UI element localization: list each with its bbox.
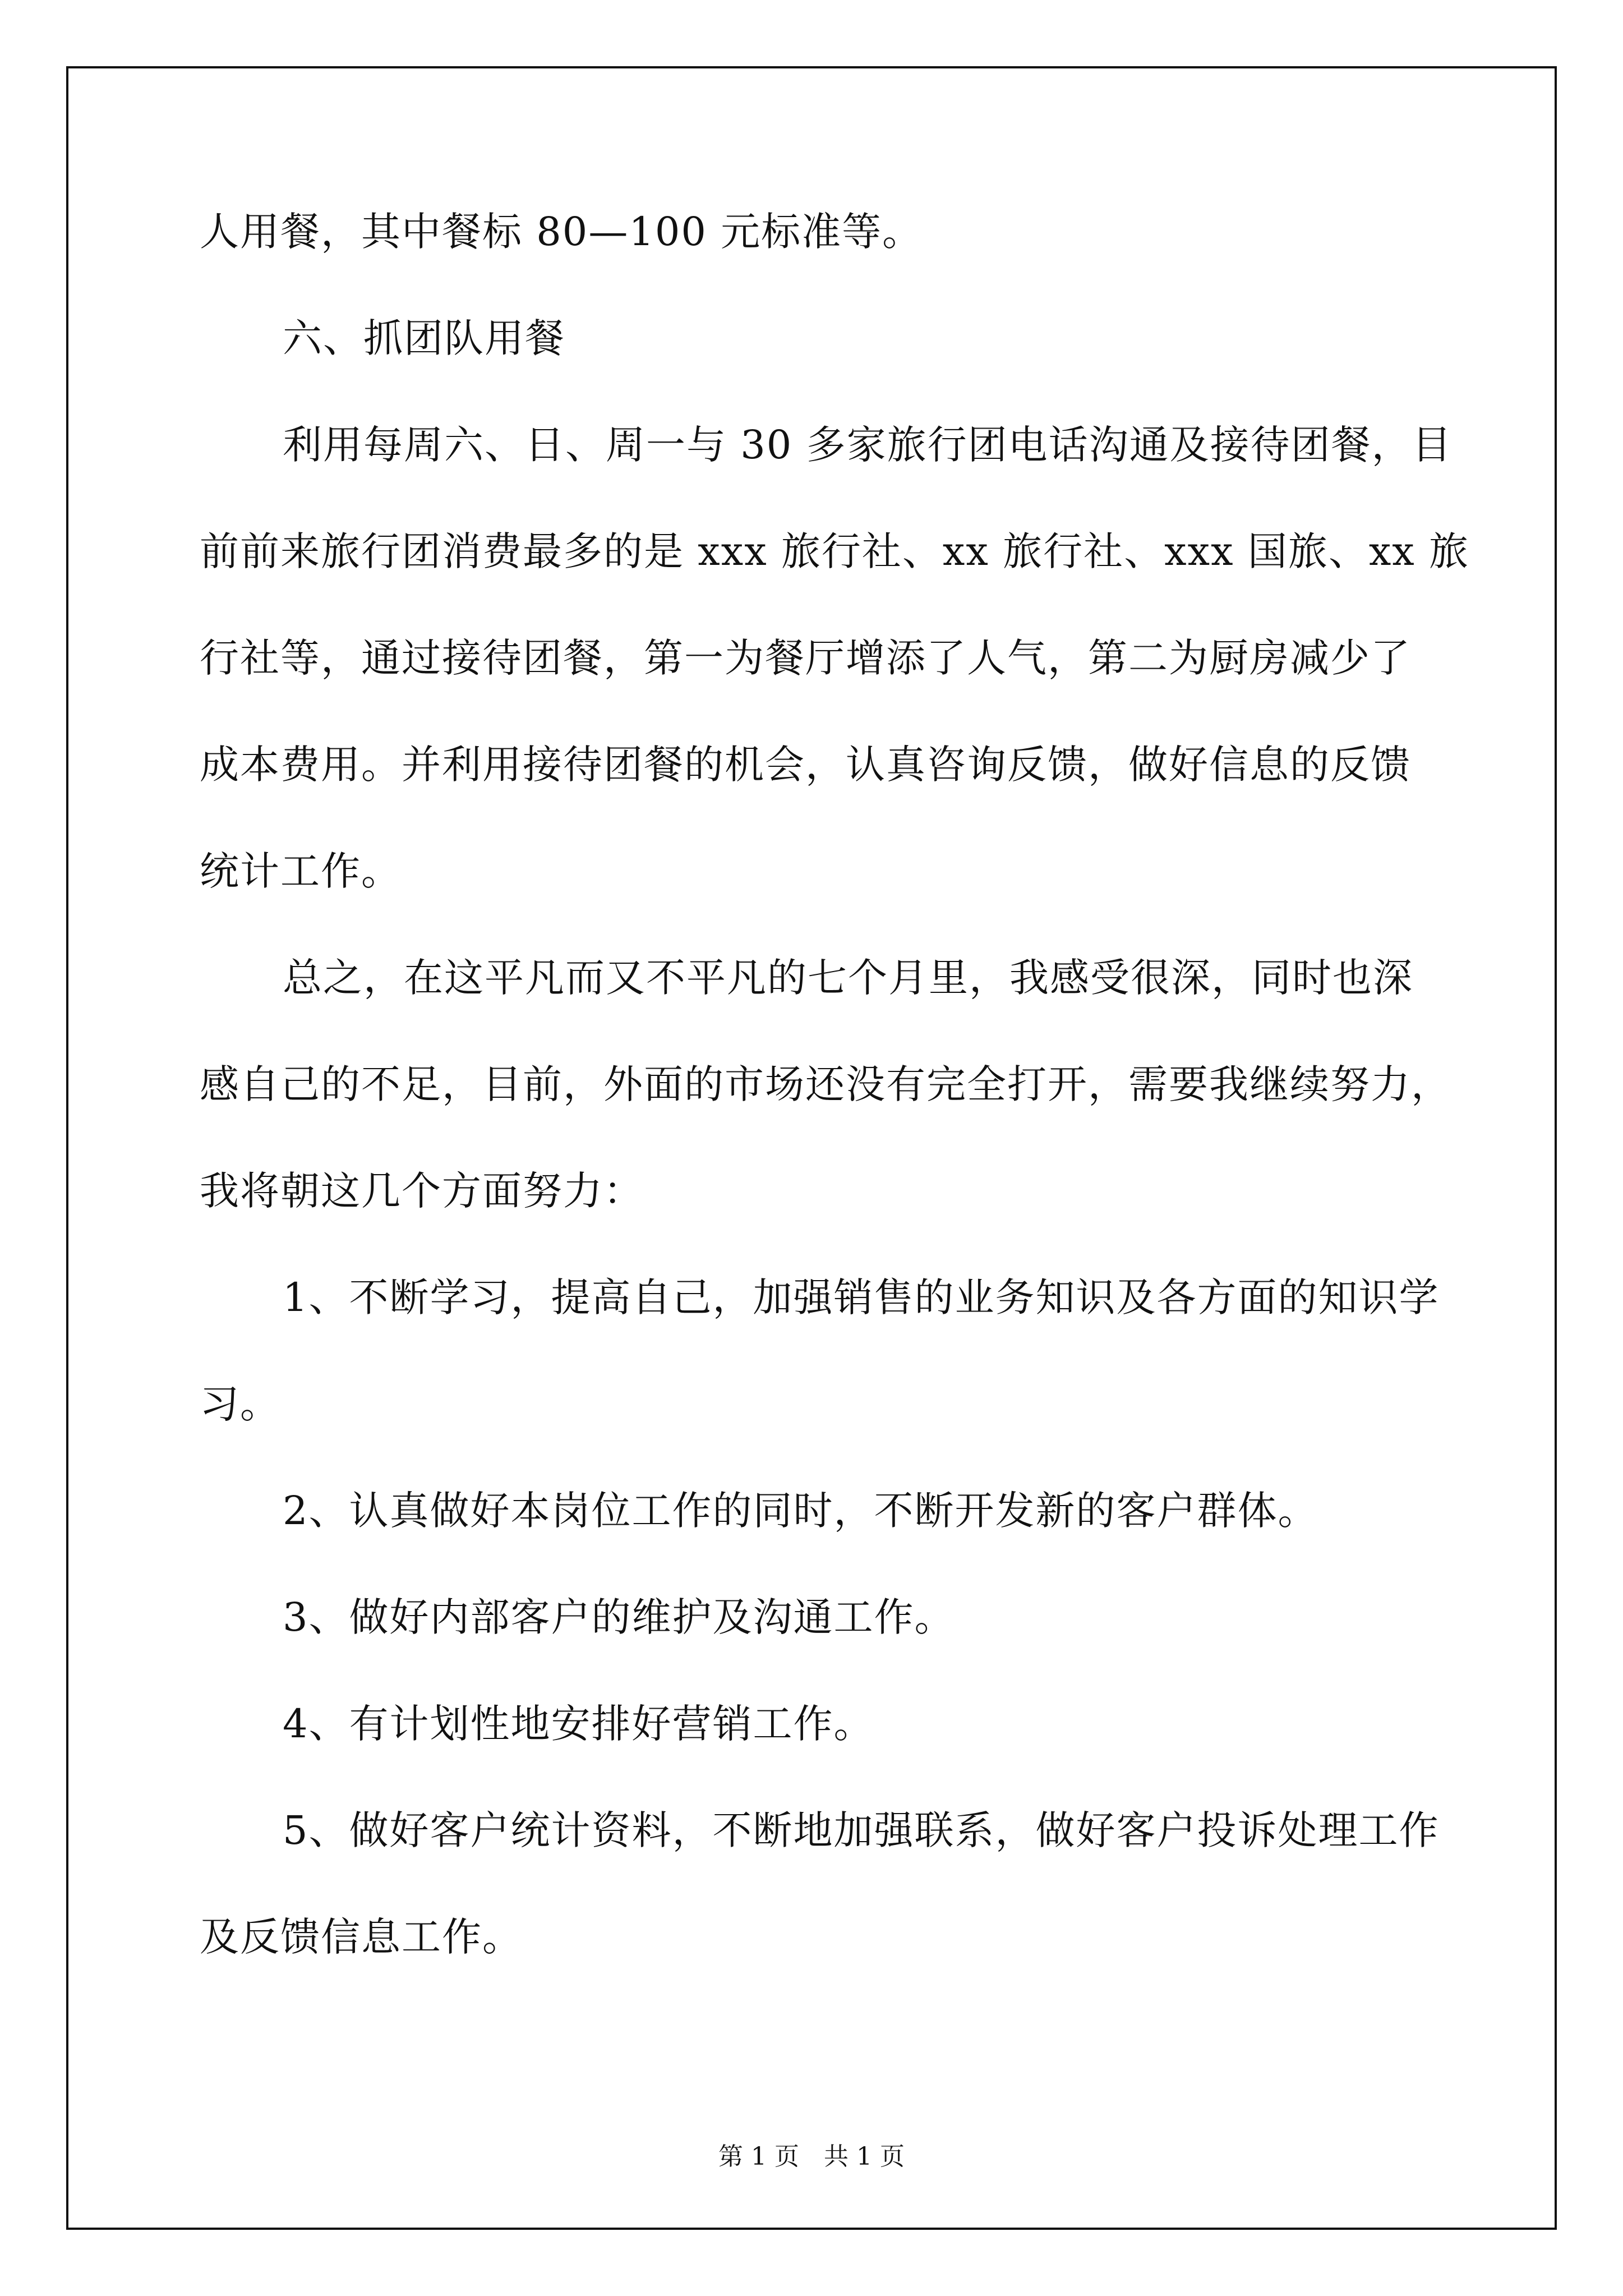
list-item-line: 5、做好客户统计资料，不断地加强联系，做好客户投诉处理工作 xyxy=(283,1807,1440,1853)
text-line: 我将朝这几个方面努力： xyxy=(200,1168,644,1214)
list-item-line: 及反馈信息工作。 xyxy=(200,1914,523,1960)
list-item-line: 习。 xyxy=(200,1381,280,1427)
page-footer: 第 1 页 共 1 页 xyxy=(718,2142,905,2171)
list-item-line: 1、不断学习，提高自己，加强销售的业务知识及各方面的知识学 xyxy=(283,1274,1440,1320)
text-line: 人用餐，其中餐标 80—100 元标准等。 xyxy=(200,209,923,255)
text-line: 感自己的不足，目前，外面的市场还没有完全打开，需要我继续努力， xyxy=(200,1061,1451,1107)
section-heading: 六、抓团队用餐 xyxy=(283,315,565,361)
text-line: 前前来旅行团消费最多的是 xxx 旅行社、xx 旅行社、xxx 国旅、xx 旅 xyxy=(200,528,1470,574)
list-item-line: 3、做好内部客户的维护及沟通工作。 xyxy=(283,1594,955,1640)
text-line: 统计工作。 xyxy=(200,848,402,894)
page-border xyxy=(66,66,1557,2230)
text-line: 行社等，通过接待团餐，第一为餐厅增添了人气，第二为厨房减少了 xyxy=(200,635,1411,681)
list-item-line: 2、认真做好本岗位工作的同时，不断开发新的客户群体。 xyxy=(283,1488,1318,1534)
text-line: 利用每周六、日、周一与 30 多家旅行团电话沟通及接待团餐，目 xyxy=(283,422,1453,468)
text-line: 成本费用。并利用接待团餐的机会，认真咨询反馈，做好信息的反馈 xyxy=(200,742,1411,788)
text-line: 总之，在这平凡而又不平凡的七个月里，我感受很深，同时也深 xyxy=(283,955,1413,1001)
list-item-line: 4、有计划性地安排好营销工作。 xyxy=(283,1701,874,1747)
